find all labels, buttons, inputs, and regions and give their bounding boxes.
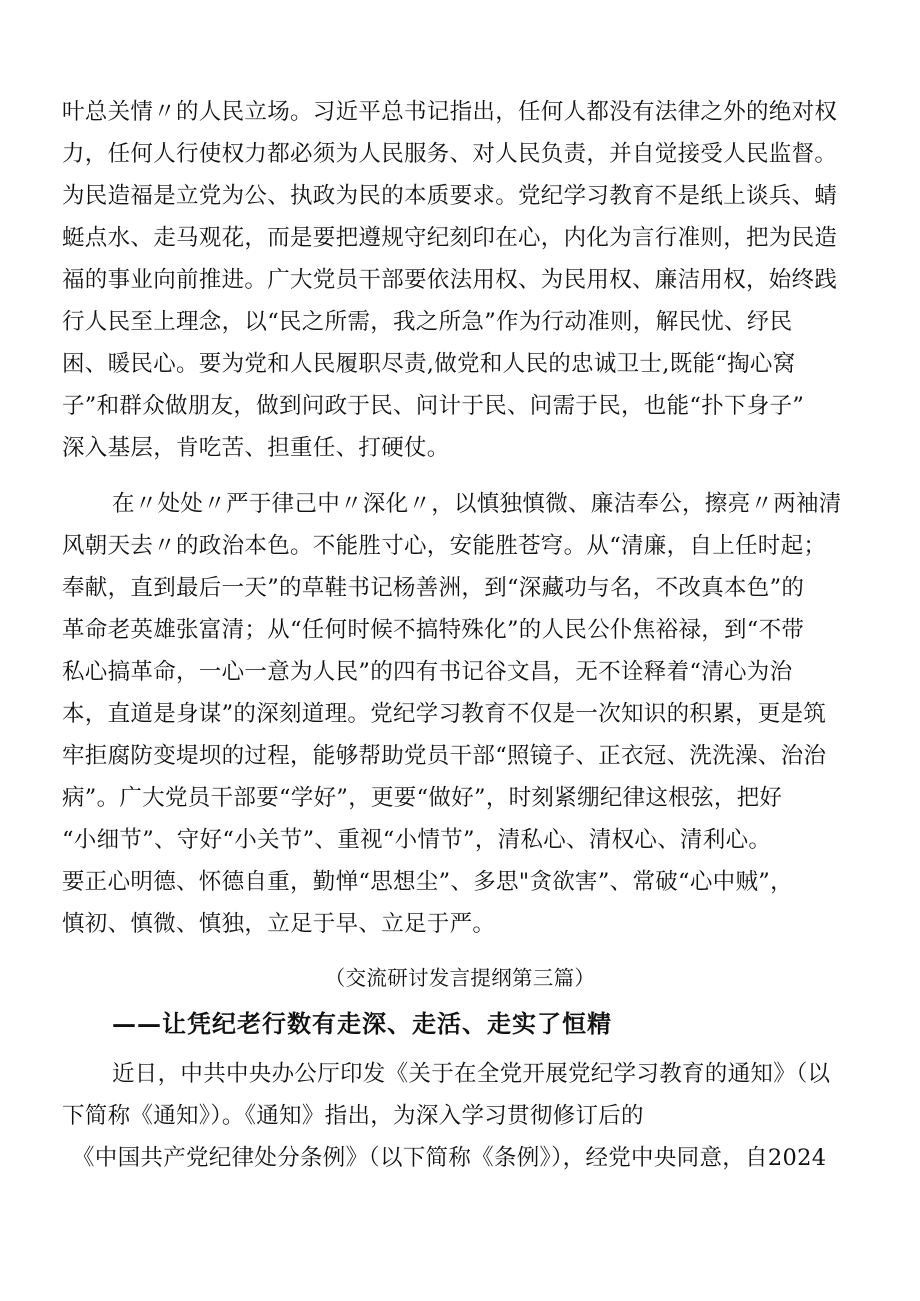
text-line: 在〃处处〃严于律己中〃深化〃，以慎独慎微、廉洁奉公，擦亮〃两袖清 bbox=[112, 491, 842, 517]
text-line: 近日，中共中央办公厅印发《关于在全党开展党纪学习教育的通知》（以 bbox=[112, 1061, 831, 1087]
subtitle: ——让凭纪老行数有走深、走活、走实了恒精 bbox=[112, 1009, 612, 1038]
text-line: 为民造福是立党为公、执政为民的本质要求。党纪学习教育不是纸上谈兵、蜻 bbox=[62, 183, 838, 209]
text-line: 蜓点水、走马观花，而是要把遵规守纪刻印在心，内化为言行准则，把为民造 bbox=[62, 225, 838, 251]
text-line: 牢拒腐防变堤坝的过程，能够帮助党员干部“照镜子、正衣冠、洗洗澡、治治 bbox=[62, 743, 827, 769]
text-line: 奉献，直到最后一天”的草鞋书记杨善洲，到“深藏功与名，不改真本色”的 bbox=[62, 575, 805, 601]
section-title: （交流研讨发言提纲第三篇） bbox=[324, 966, 596, 990]
text-line: 本，直道是身谋”的深刻道理。党纪学习教育不仅是一次知识的积累，更是筑 bbox=[62, 701, 827, 727]
text-line: 《中国共产党纪律处分条例》（以下简称《条例》），经党中央同意，自2024 bbox=[72, 1145, 827, 1171]
text-line: 力，任何人行使权力都必须为人民服务、对人民负责，并自觉接受人民监督。 bbox=[62, 141, 838, 167]
text-line: 深入基层，肯吃苦、担重任、打硬仗。 bbox=[62, 435, 450, 461]
text-line: “小细节”、守好“小关节”、重视“小情节”，清私心、清权心、清利心。 bbox=[62, 827, 772, 853]
text-line: 叶总关情〃的人民立场。习近平总书记指出，任何人都没有法律之外的绝对权 bbox=[62, 99, 838, 125]
text-line: 革命老英雄张富清；从“任何时候不搞特殊化”的人民公仆焦裕禄，到“不带 bbox=[62, 617, 805, 643]
text-line: 病”。广大党员干部要“学好”，更要“做好”，时刻紧绷纪律这根弦，把好 bbox=[62, 785, 783, 811]
text-line: 子”和群众做朋友，做到问政于民、问计于民、问需于民，也能“扑下身子” bbox=[62, 393, 805, 419]
text-line: 慎初、慎微、慎独，立足于早、立足于严。 bbox=[62, 911, 496, 937]
text-line: 风朝天去〃的政治本色。不能胜寸心，安能胜苍穹。从“清廉，自上任时起； bbox=[62, 533, 827, 559]
text-line: 行人民至上理念，以“民之所需，我之所急”作为行动准则，解民忧、纾民 bbox=[62, 309, 793, 335]
text-line: 私心搞革命，一心一意为人民”的四有书记谷文昌，无不诠释着“清心为治 bbox=[62, 659, 793, 685]
text-line: 困、暖民心。要为党和人民履职尽责,做党和人民的忠诚卫士,既能“掏心窝 bbox=[62, 351, 796, 377]
text-line: 福的事业向前推进。广大党员干部要依法用权、为民用权、廉洁用权，始终践 bbox=[62, 267, 838, 293]
text-line: 下简称《通知》）。《通知》指出，为深入学习贯彻修订后的 bbox=[62, 1103, 644, 1129]
text-line: 要正心明德、怀德自重，勤惮“思想尘”、多思"贪欲害”、常破“心中贼”， bbox=[62, 869, 793, 895]
